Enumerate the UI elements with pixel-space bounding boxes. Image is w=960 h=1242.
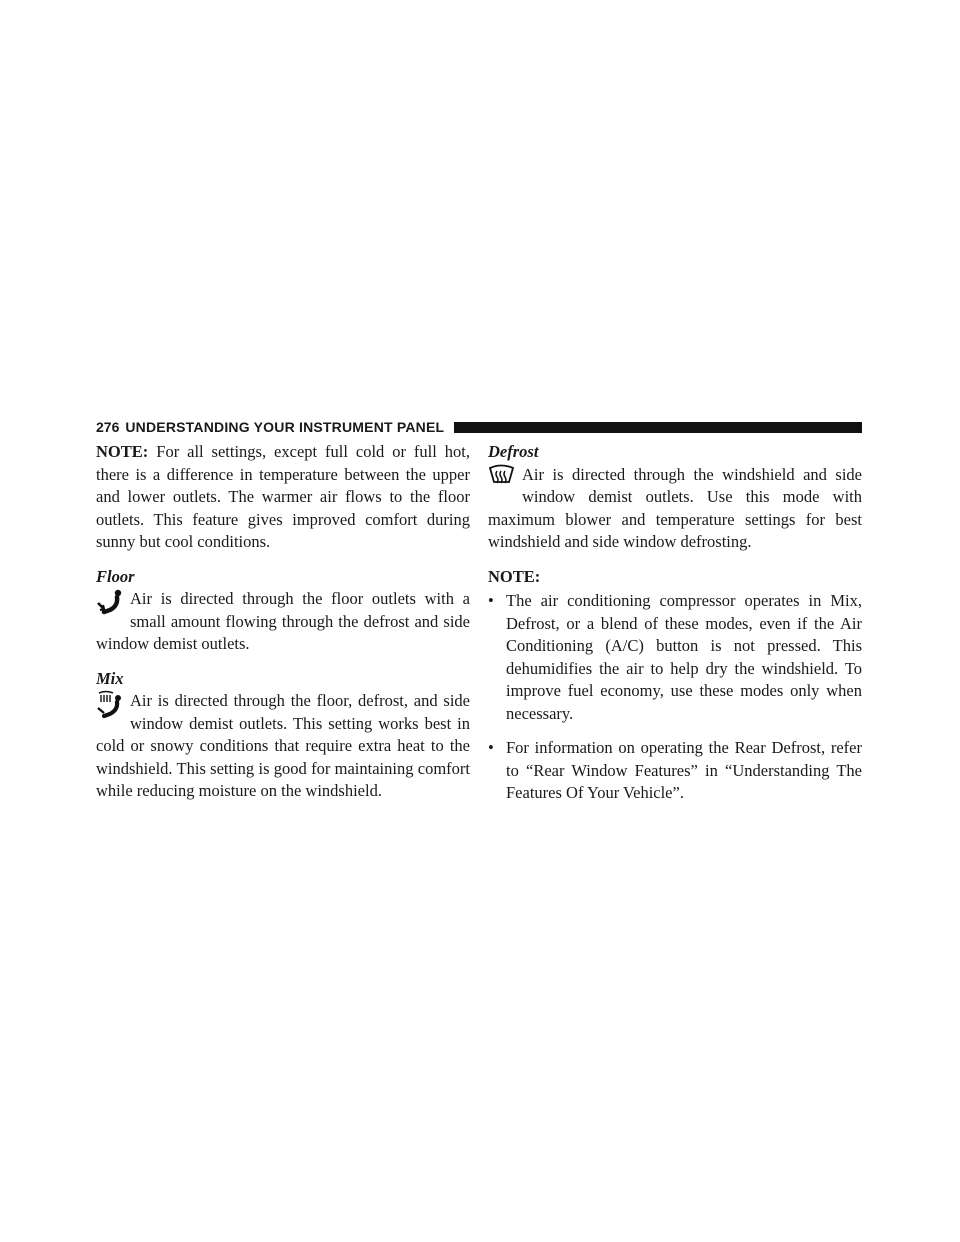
- mix-mode-icon: [96, 690, 124, 720]
- defrost-paragraph: [488, 464, 862, 554]
- header-rule: [454, 422, 862, 433]
- left-column: [96, 441, 470, 815]
- floor-paragraph: [96, 588, 470, 656]
- bullet-text: The air conditioning compressor operates in Mix, Defrost, or a blend of these modes, even if the Air Conditioning (A/C) button is not pressed. This dehumidifies the air to help dry the windshield. To improve fuel economy, use these modes only when necessary.: [506, 591, 862, 723]
- note-label: NOTE:: [96, 442, 149, 461]
- page-number: 276: [96, 419, 120, 435]
- section-title: UNDERSTANDING YOUR INSTRUMENT PANEL: [125, 419, 445, 435]
- defrost-mode-icon: [488, 464, 516, 494]
- floor-heading: Floor: [96, 566, 135, 586]
- mix-paragraph: [96, 690, 470, 803]
- bullet-symbol: •: [488, 591, 494, 610]
- mix-text: Air is directed through the floor, defrost, and side window demist outlets. This setting works best in cold or snowy conditions that require extra heat to the windshield. This setting is good for maintaining comfort while reducing moisture on the windshield.: [96, 691, 470, 800]
- bullet-text: For information on operating the Rear Defrost, refer to “Rear Window Features” in “Understanding The Features Of Your Vehicle”.: [506, 738, 862, 802]
- note-paragraph: [96, 441, 470, 554]
- bullet-symbol: •: [488, 738, 494, 757]
- floor-text: Air is directed through the floor outlets with a small amount flowing through the defrost and side window demist outlets.: [96, 589, 470, 653]
- list-item: [488, 737, 862, 805]
- mix-heading: Mix: [96, 668, 124, 688]
- floor-mode-icon: [96, 588, 124, 618]
- defrost-heading: Defrost: [488, 442, 539, 461]
- note-text: For all settings, except full cold or full hot, there is a difference in temperature between the upper and lower outlets. The warmer air flows to the floor outlets. This feature gives improved comfort during sunny but cool conditions.: [96, 442, 470, 551]
- note-bullet-list: [488, 590, 862, 805]
- note-label-right: NOTE:: [488, 566, 541, 586]
- right-column: [488, 441, 862, 817]
- defrost-text: Air is directed through the windshield and side window demist outlets. Use this mode with maximum blower and temperature settings for best windshield and side window defrosting.: [488, 464, 862, 551]
- page-header: [96, 418, 862, 436]
- list-item: [488, 590, 862, 725]
